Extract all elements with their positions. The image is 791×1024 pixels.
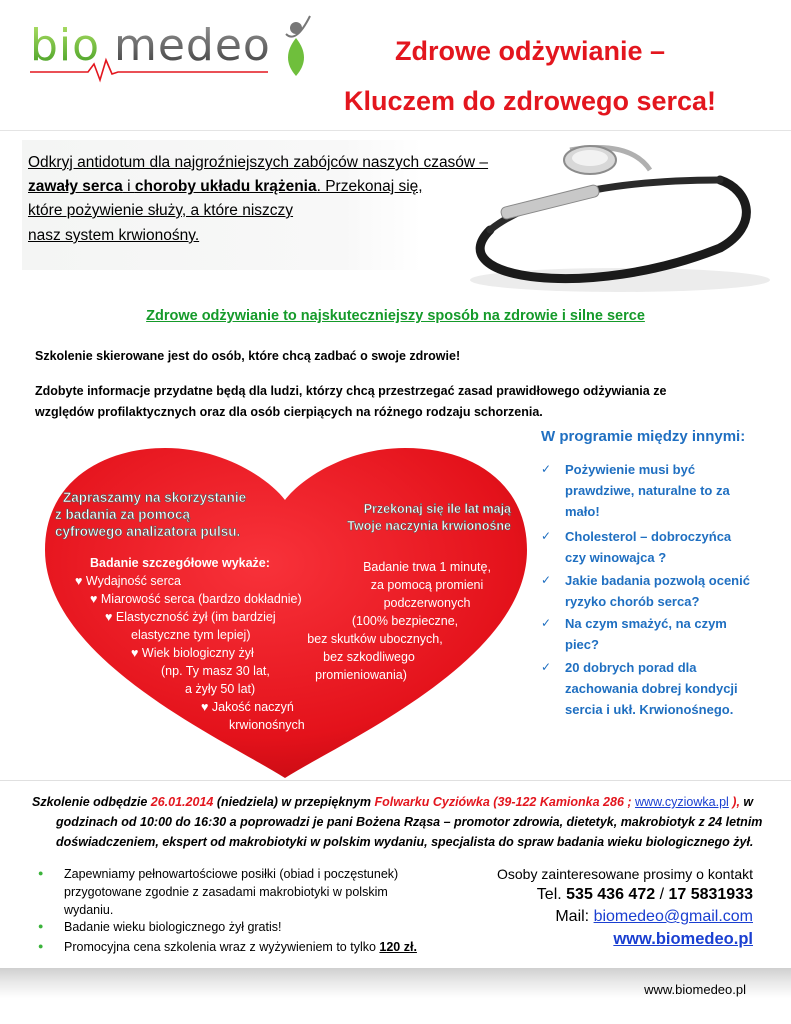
paragraph-audience: Szkolenie skierowane jest do osób, które chcą zadbać o swoje zdrowie! — [35, 349, 461, 363]
checkmark-icon: ✓ — [541, 573, 552, 587]
mail-label: Mail: — [555, 908, 594, 925]
phone-number-1: 535 436 472 — [566, 886, 656, 903]
event-info-close: ), — [728, 795, 740, 809]
intro-line-1: Odkryj antidotum dla najgroźniejszych zabójców naszych czasów – — [28, 154, 489, 171]
website-link[interactable]: www.biomedeo.pl — [613, 930, 753, 948]
logo-text-bio: bio — [30, 20, 101, 71]
bullet-dot-icon: ● — [38, 941, 44, 951]
event-date: 26.01.2014 — [150, 795, 214, 809]
heart-right-text: Badanie trwa 1 minutę, — [363, 560, 491, 574]
contact-mail — [555, 908, 753, 926]
heart-detail-item: a żyły 50 lat) — [185, 682, 256, 696]
heart-right-text: (100% bezpieczne, — [351, 614, 459, 628]
cyziowka-link[interactable]: www.cyziowka.pl — [635, 795, 729, 809]
intro-bold-heart-attacks: zawały serca — [28, 178, 123, 195]
event-info-line-2: godzinach od 10:00 do 16:30 a poprowadzi je pani Bożena Rząsa – promotor zdrowia, dietetyk, makrobiotyk z 24 letnim — [56, 815, 763, 829]
checkmark-icon: ✓ — [541, 462, 552, 476]
heart-right-text: podczerwonych — [383, 596, 471, 610]
heart-detail-item: ♥ Wiek biologiczny żył — [131, 646, 254, 660]
email-link[interactable]: biomedeo@gmail.com — [593, 908, 753, 925]
heart-right-heading: Twoje naczynia krwionośne — [347, 519, 511, 533]
checkmark-icon: ✓ — [541, 529, 552, 543]
program-item-line: ryzyko chorób serca? — [565, 594, 700, 609]
bullet-dot-icon: ● — [38, 921, 44, 931]
program-item-line: prawdziwe, naturalne to za — [565, 483, 730, 498]
program-item-line: mało! — [565, 504, 600, 519]
phone-number-2: 17 5831933 — [668, 886, 753, 903]
paragraph-info-line-1: Zdobyte informacje przydatne będą dla ludzi, którzy chcą przestrzegać zasad prawidłowego odżywiania ze — [35, 384, 667, 398]
bullet-line: Zapewniamy pełnowartościowe posiłki (obiad i poczęstunek) — [64, 867, 399, 881]
heart-detail-item: ♥ Elastyczność żył (im bardziej — [105, 610, 276, 624]
heart-right-text: bez szkodliwego — [323, 650, 415, 664]
program-item-line: Jakie badania pozwolą ocenić — [565, 573, 750, 588]
biomedeo-logo — [28, 14, 328, 84]
event-info-line-1 — [32, 795, 753, 809]
price-value: 120 zł. — [379, 940, 417, 954]
heart-graphic — [35, 440, 535, 785]
intro-line-4: nasz system krwionośny. — [28, 227, 200, 244]
title-line-1: Zdrowe odżywianie – — [394, 36, 666, 66]
heart-detail-item: ♥ Wydajność serca — [75, 574, 181, 588]
heart-right-text: za pomocą promieni — [370, 578, 484, 592]
logo-text-medeo: medeo — [114, 20, 271, 71]
event-info-text: (niedziela) w przepięknym — [213, 795, 375, 809]
price-text: Promocyjna cena szkolenia wraz z wyżywieniem to tylko — [64, 940, 380, 954]
event-info-line-3: doświadczeniem, ekspert od makrobiotyki w polskim wydaniu, specjalista do spraw badania wieku biologicznego żył. — [56, 835, 754, 849]
program-item-line: czy winowajca ? — [565, 550, 667, 565]
program-item-line: 20 dobrych porad dla — [565, 660, 697, 675]
intro-mid-text: i — [122, 178, 135, 195]
heart-detail-item: (np. Ty masz 30 lat, — [161, 664, 270, 678]
checkmark-icon: ✓ — [541, 660, 552, 674]
heart-detail-item: ♥ Miarowość serca (bardzo dokładnie) — [90, 592, 302, 606]
section-divider — [0, 780, 791, 781]
heart-detail-item: krwionośnych — [229, 718, 305, 732]
program-item-line: Cholesterol – dobroczyńca — [565, 529, 732, 544]
heart-details-title: Badanie szczegółowe wykaże: — [90, 556, 270, 570]
intro-bold-circulatory: choroby układu krążenia — [134, 178, 317, 195]
bullet-line: wydaniu. — [64, 903, 114, 917]
tel-separator: / — [655, 886, 669, 903]
bullet-line: przygotowane zgodnie z zasadami makrobiotyki w polskim — [64, 885, 388, 899]
paragraph-info-line-2: względów profilaktycznych oraz dla osób cierpiących na różnego rodzaju schorzenia. — [35, 405, 543, 419]
bullet-line: Badanie wieku biologicznego żył gratis! — [64, 920, 282, 934]
program-item-line: piec? — [565, 637, 599, 652]
event-location: Folwarku Cyziówka (39-122 Kamionka 286 — [374, 795, 624, 809]
heart-right-text: bez skutków ubocznych, — [307, 632, 443, 646]
program-item-line: Na czym smażyć, na czym — [565, 616, 727, 631]
heart-detail-item: elastyczne tym lepiej) — [131, 628, 251, 642]
program-item-line: Pożywienie musi być — [565, 462, 696, 477]
tel-label: Tel. — [536, 886, 567, 903]
event-info-separator: ; — [623, 795, 636, 809]
heart-detail-item: ♥ Jakość naczyń — [201, 700, 294, 714]
contact-phones — [537, 886, 753, 904]
bullet-line — [64, 940, 417, 954]
checkmark-icon: ✓ — [541, 616, 552, 630]
event-info-text: Szkolenie odbędzie — [32, 795, 151, 809]
stethoscope-image — [420, 130, 770, 305]
program-item-line: zachowania dobrej kondycji — [565, 681, 738, 696]
contact-intro: Osoby zainteresowane prosimy o kontakt — [496, 866, 753, 882]
heart-left-heading: z badania za pomocą — [55, 507, 191, 522]
heart-left-heading: cyfrowego analizatora pulsu. — [55, 524, 241, 539]
heart-right-text: promieniowania) — [315, 668, 407, 682]
intro-line-3: które pożywienie służy, a które niszczy — [28, 202, 294, 219]
intro-line-2 — [28, 178, 423, 196]
program-heading: W programie między innymi: — [541, 428, 746, 445]
intro-box — [22, 140, 489, 270]
footer-url: www.biomedeo.pl — [644, 982, 746, 997]
bullet-dot-icon: ● — [38, 868, 44, 878]
intro-end-text: . Przekonaj się, — [316, 178, 423, 195]
heart-left-heading: Zapraszamy na skorzystanie — [63, 490, 247, 505]
heart-right-heading: Przekonaj się ile lat mają — [363, 502, 511, 516]
program-item-line: sercia i ukł. Krwionośnego. — [565, 702, 734, 717]
green-heading: Zdrowe odżywianie to najskuteczniejszy sposób na zdrowie i silne serce — [146, 308, 645, 324]
title-line-2: Kluczem do zdrowego serca! — [343, 86, 717, 116]
event-info-text: w — [739, 795, 754, 809]
